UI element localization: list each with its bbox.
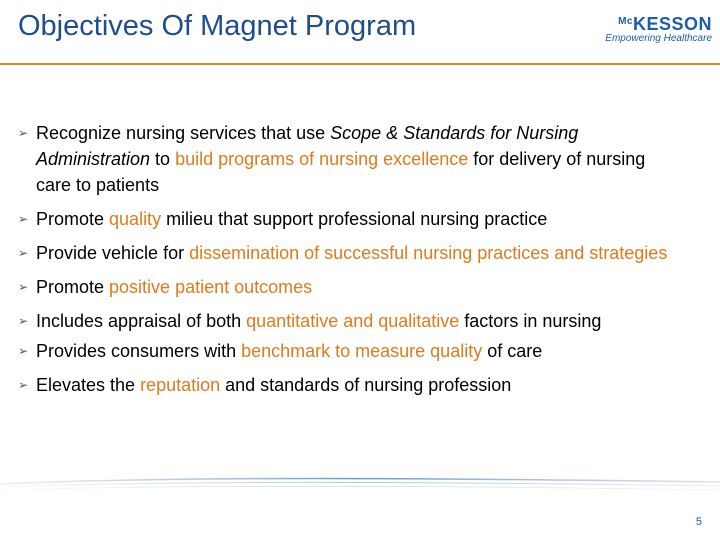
bullet-text: for delivery of nursing care to patients	[36, 149, 646, 195]
bullet-text: positive patient outcomes	[109, 277, 313, 297]
bullet-item	[18, 308, 678, 334]
bullet-arrow-icon: ➢	[18, 126, 29, 140]
bullet-text: factors in nursing	[459, 311, 602, 331]
bullet-item	[18, 338, 678, 364]
bullet-text: build programs of nursing excellence	[175, 149, 469, 169]
bullet-item	[18, 206, 678, 232]
bullet-text: milieu that support professional nursing practice	[161, 209, 548, 229]
bullet-text: quantitative and qualitative	[246, 311, 460, 331]
bullet-arrow-icon: ➢	[18, 212, 29, 226]
bullet-list	[18, 120, 678, 398]
logo-wordmark-mc: Mc	[618, 16, 633, 27]
logo-wordmark	[590, 14, 712, 35]
bullet-text: Includes appraisal of both	[36, 311, 247, 331]
bullet-text: of care	[482, 341, 543, 361]
bullet-text: Scope & Standards for Nursing Administration	[36, 123, 579, 169]
page-number: 5	[695, 516, 702, 528]
logo-tagline: Empowering Healthcare	[605, 33, 712, 44]
bullet-text: reputation	[140, 375, 221, 395]
bullet-text: Provides consumers with	[36, 341, 242, 361]
bullet-text: quality	[109, 209, 162, 229]
bullet-item	[18, 240, 678, 266]
bullet-text: to	[150, 149, 176, 169]
footer-swoosh	[0, 470, 720, 510]
bullet-text: benchmark to measure quality	[241, 341, 483, 361]
bullet-arrow-icon: ➢	[18, 344, 29, 358]
title-underline	[0, 63, 720, 65]
bullet-text: Recognize nursing services that use	[36, 123, 331, 143]
bullet-text: and standards of nursing profession	[220, 375, 512, 395]
bullet-arrow-icon: ➢	[18, 246, 29, 260]
bullet-text: Promote	[36, 277, 110, 297]
bullet-item	[18, 120, 678, 198]
bullet-item	[18, 274, 678, 300]
bullet-item	[18, 372, 678, 398]
bullet-text: Promote	[36, 209, 110, 229]
mckesson-logo	[590, 14, 712, 44]
bullet-text: Elevates the	[36, 375, 141, 395]
logo-wordmark-rest: KESSON	[632, 14, 712, 34]
bullet-text: Provide vehicle for	[36, 243, 190, 263]
slide-title: Objectives Of Magnet Program	[18, 10, 417, 42]
bullet-arrow-icon: ➢	[18, 280, 29, 294]
bullet-text: dissemination of successful nursing practices and strategies	[189, 243, 668, 263]
bullet-arrow-icon: ➢	[18, 314, 29, 328]
bullet-arrow-icon: ➢	[18, 378, 29, 392]
